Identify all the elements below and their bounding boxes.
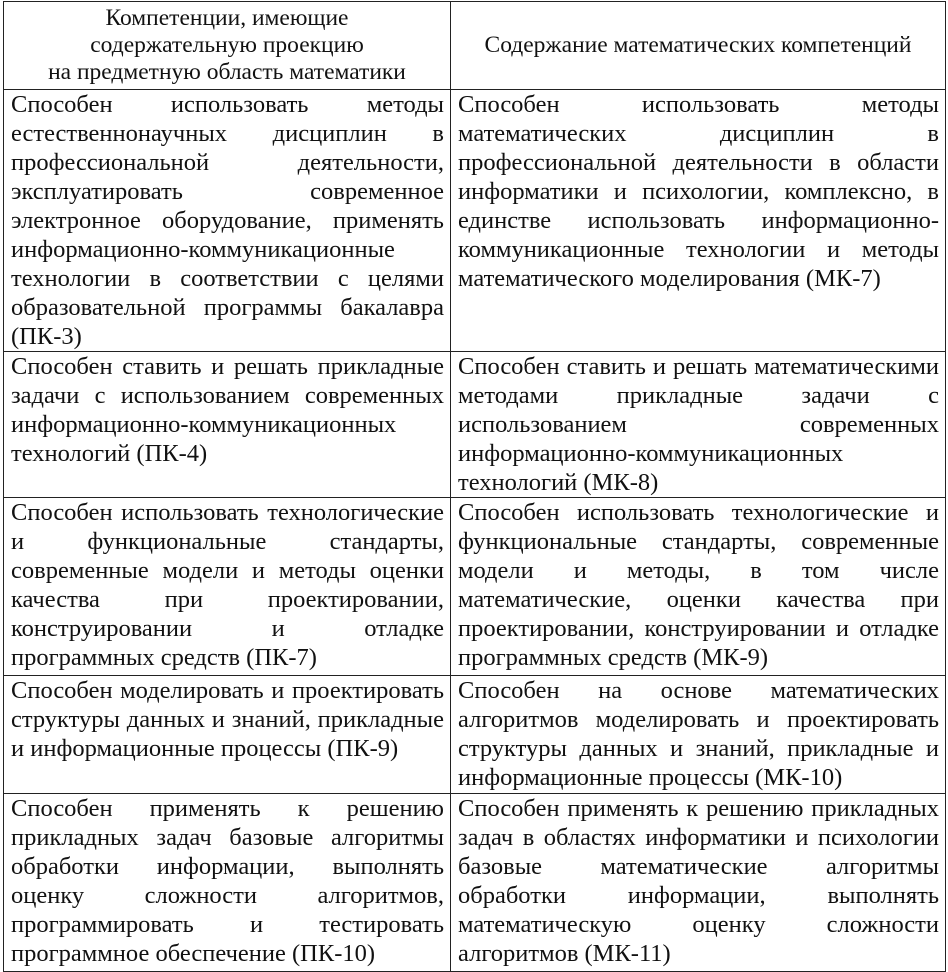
table-cell-right (451, 498, 946, 676)
header-cell-math-content (451, 2, 946, 90)
cell-text-mk8: Способен ставить и решать математическими методами прикладные задачи с использованием современных информационно-коммуникационных технологий (МК-8) (458, 353, 939, 496)
cell-text-pk4: Способен ставить и решать прикладные задачи с использованием современных информационно-коммуникационных технологий (ПК-4) (11, 353, 444, 467)
table-cell-left (4, 352, 451, 498)
cell-text-mk9: Способен использовать технологические и функциональные стандарты, современные модели и методы, в том числе математические, оценки качества при проектировании, конструировании и отладке программных средств (МК-9) (458, 499, 939, 671)
cell-text-pk9: Способен моделировать и проектировать структуры данных и знаний, прикладные и информационные процессы (ПК-9) (11, 677, 444, 762)
table-cell-right (451, 352, 946, 498)
table-row (4, 794, 946, 972)
header-line-1: Компетенции, имеющие (105, 4, 349, 31)
competencies-table (3, 1, 946, 972)
header-line-3: на предметную область математики (48, 58, 406, 85)
cell-text-mk10: Способен на основе математических алгоритмов моделировать и проектировать структуры данных и знаний, прикладные и информационные процессы (МК-10) (458, 677, 939, 791)
table-cell-left (4, 498, 451, 676)
table-row (4, 676, 946, 794)
cell-text-mk11: Способен применять к решению прикладных задач в областях информатики и психологии базовые математические алгоритмы обработки информации, выполнять математическую оценку сложности алгоритмов (МК-11) (458, 795, 939, 967)
cell-text-pk10: Способен применять к решению прикладных задач базовые алгоритмы обработки информации, выполнять оценку сложности алгоритмов, программировать и тестировать программное обеспечение (ПК-10) (11, 795, 444, 967)
header-cell-competencies (4, 2, 451, 90)
table-row (4, 90, 946, 352)
table-cell-right (451, 676, 946, 794)
cell-text-mk7: Способен использовать методы математических дисциплин в профессиональной деятельности в области информатики и психологии, комплексно, в единстве использовать информационно-коммуникационные технологии и методы математического моделирования (МК-7) (458, 91, 939, 292)
table-header-row (4, 2, 946, 90)
table-row (4, 498, 946, 676)
table-row (4, 352, 946, 498)
table-cell-right (451, 90, 946, 352)
table-cell-right (451, 794, 946, 972)
header-right-text: Содержание математических компетенций (484, 31, 912, 58)
table-cell-left (4, 794, 451, 972)
header-line-2: содержательную проекцию (90, 31, 364, 58)
cell-text-pk3: Способен использовать методы естественнонаучных дисциплин в профессиональной деятельности, эксплуатировать современное электронное оборудование, применять информационно-коммуникационные технологии в соответствии с целями образовательной программы бакалавра (ПК-3) (11, 91, 444, 350)
cell-text-pk7: Способен использовать технологические и функциональные стандарты, современные модели и методы оценки качества при проектировании, конструировании и отладке программных средств (ПК-7) (11, 499, 444, 671)
table-cell-left (4, 676, 451, 794)
table-cell-left (4, 90, 451, 352)
